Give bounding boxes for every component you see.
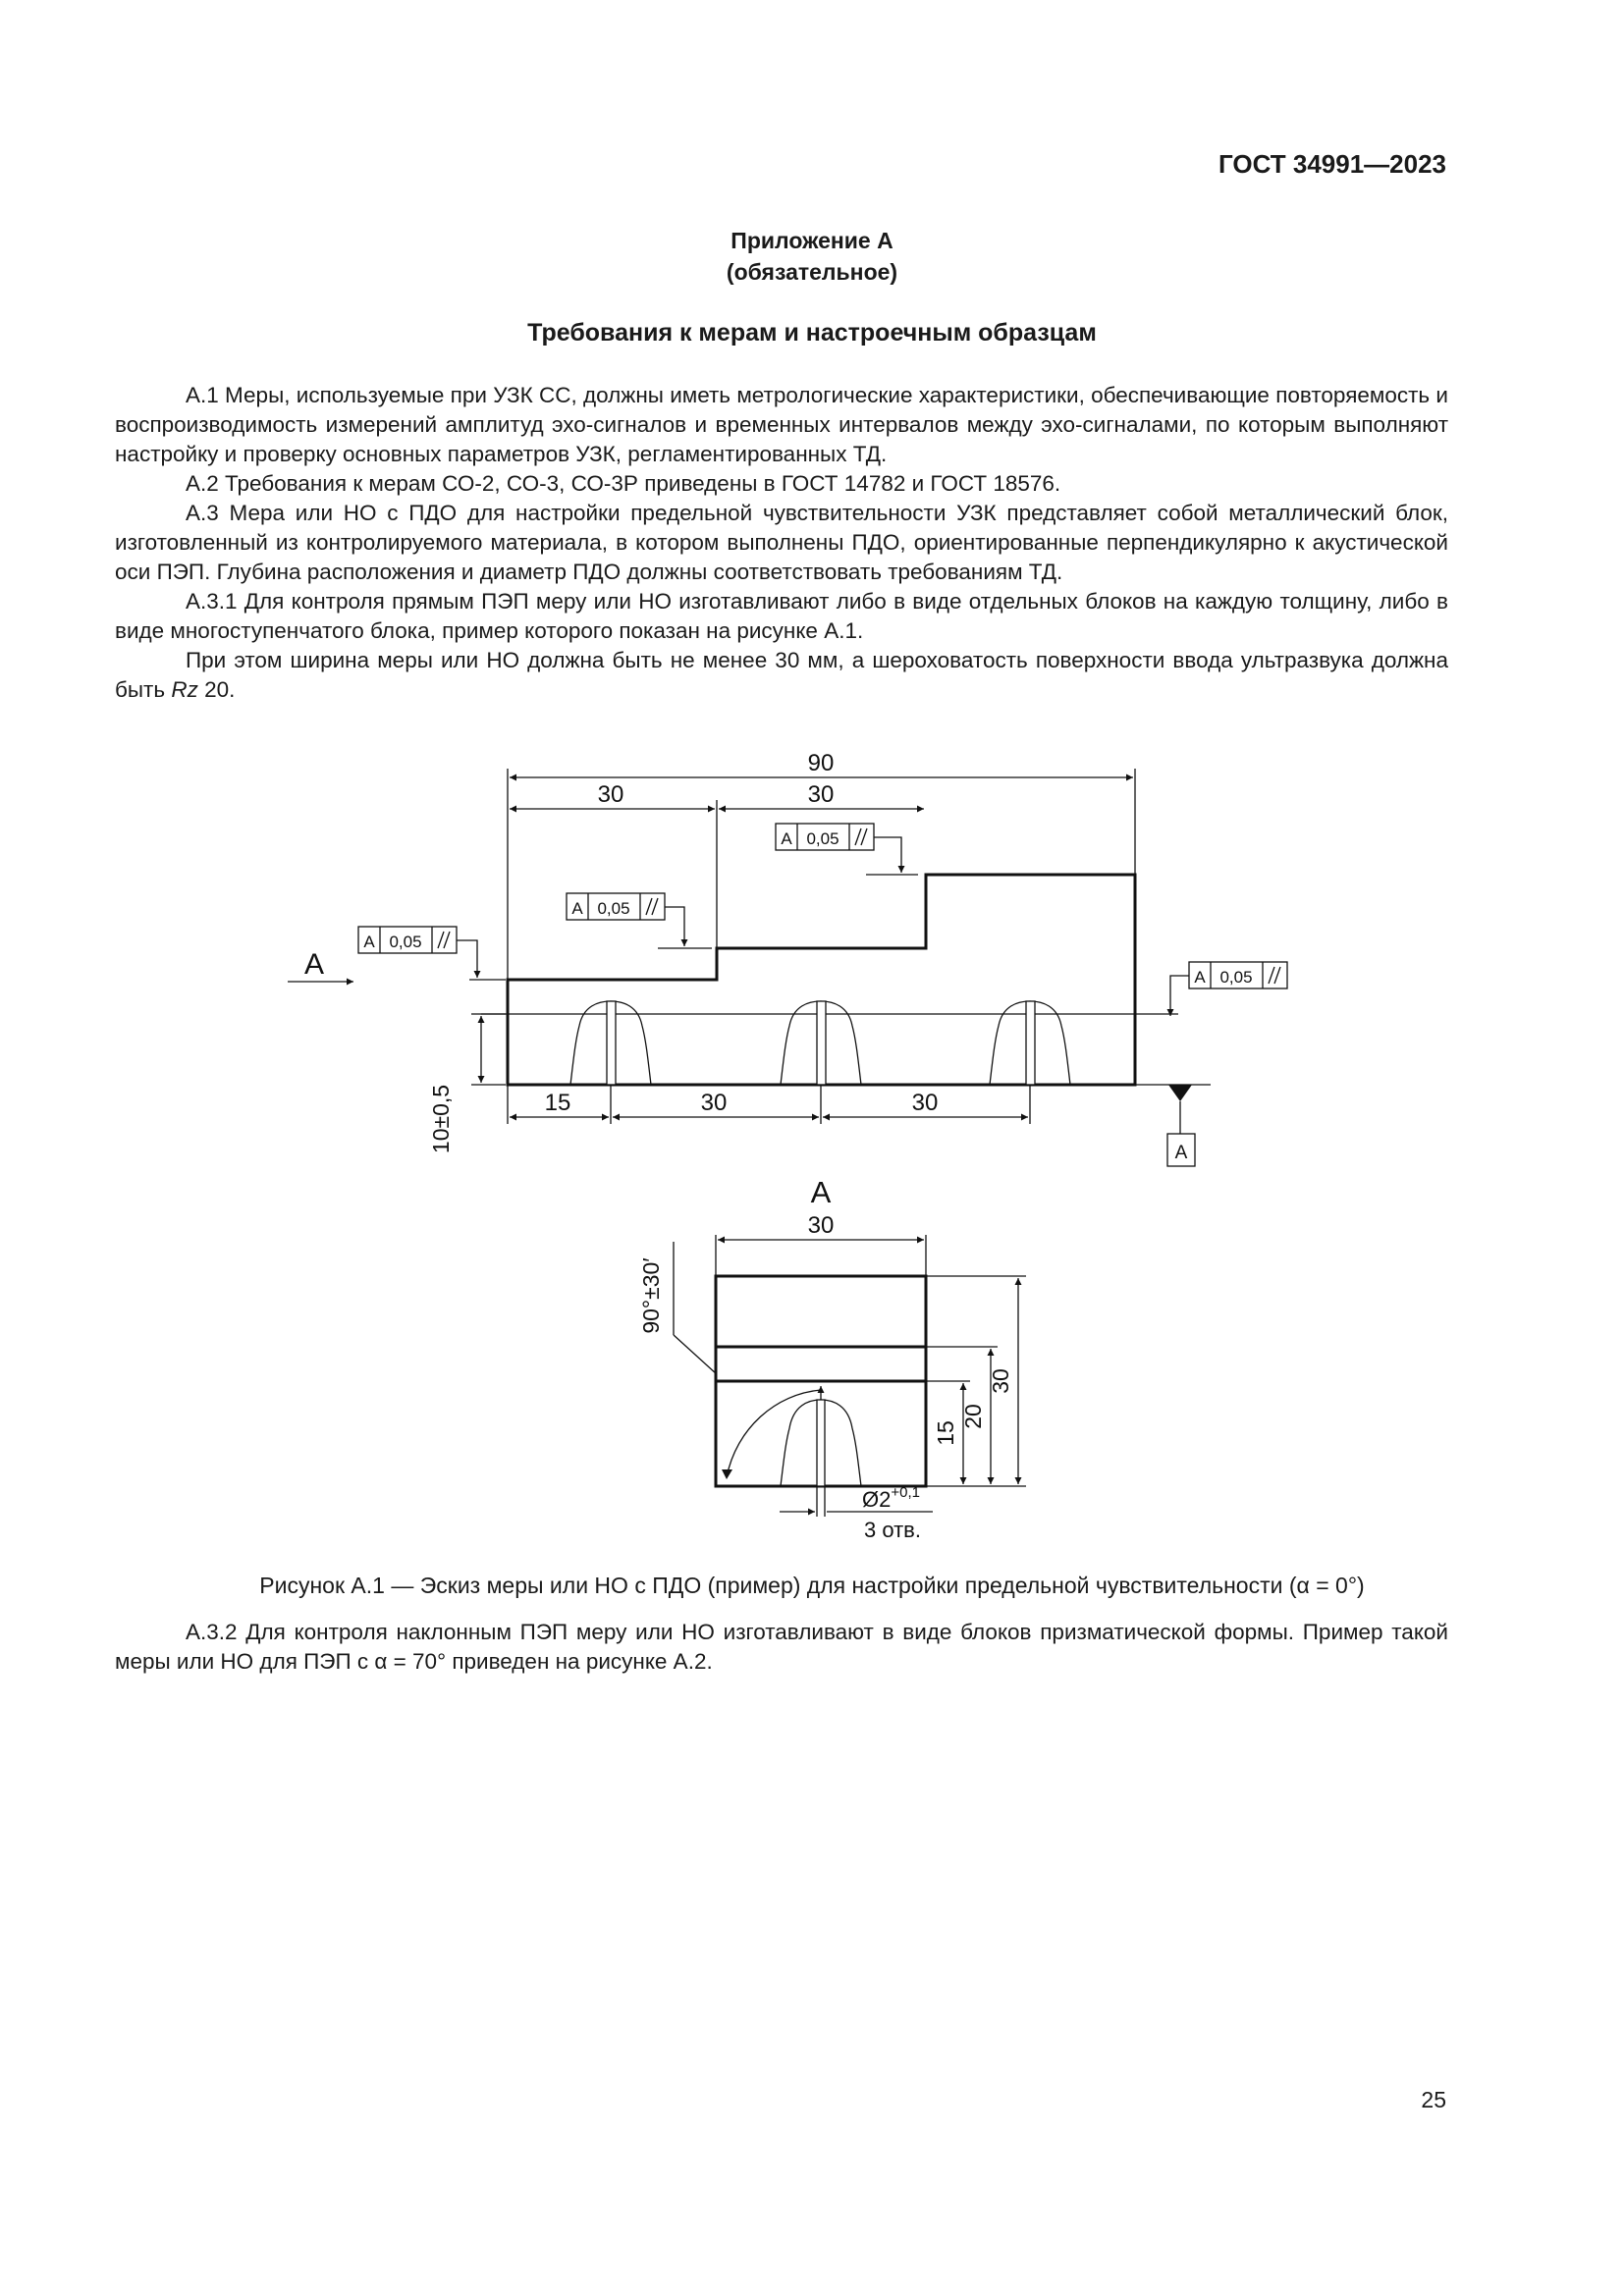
dim-hole-15: 15 [544, 1090, 571, 1116]
dim-step1: 30 [597, 781, 624, 808]
hole-count: 3 отв. [864, 1518, 921, 1542]
paragraph-a31: А.3.1 Для контроля прямым ПЭП меру или НО изготавливают либо в виде отдельных блоков на каждую толщину, либо в виде многоступенчатого блока, пример которого показан на рисунке А.1. [115, 589, 1448, 643]
tol-datum-4: A [1194, 968, 1206, 987]
tol-value-2: 0,05 [597, 899, 630, 918]
dim-hole-30a: 30 [700, 1090, 728, 1116]
annex-title: Приложение А [731, 228, 893, 253]
tol-datum-3: A [363, 933, 375, 951]
tol-value-1: 0,05 [806, 829, 839, 848]
dim-step2: 30 [807, 781, 835, 808]
paragraph-a2: А.2 Требования к мерам СО-2, СО-3, СО-3Р приведены в ГОСТ 14782 и ГОСТ 18576. [186, 471, 1061, 496]
paragraph-a32: А.3.2 Для контроля наклонным ПЭП меру или НО изготавливают в виде блоков призматической формы. Пример такой меры или НО для ПЭП с α = 70° приведен на рисунке А.2. [115, 1620, 1448, 1674]
document-code: ГОСТ 34991—2023 [1218, 149, 1446, 179]
paragraph-a1: А.1 Меры, используемые при УЗК СС, должны иметь метрологические характеристики, обеспечивающие повторяемость и воспроизводимость измерений амплитуд эхо-сигналов и временных интервалов между эхо-сигналами, по которым выполняют настройку и проверку основных параметров УЗК, регламентированных ТД. [115, 383, 1448, 466]
dim-total: 90 [807, 750, 835, 776]
tolerance-frame-left [358, 927, 506, 980]
page-number: 25 [1421, 2087, 1446, 2112]
roughness-symbol: Rz [171, 677, 198, 702]
roughness-text-before: При этом ширина меры или НО должна быть не менее 30 мм, а шероховатость поверхности ввода ультразвука должна быть [115, 648, 1448, 702]
dim-hole-30b: 30 [911, 1090, 939, 1116]
dim-depth: 10±0,5 [428, 1084, 454, 1154]
tolerance-frame-right [1170, 962, 1287, 1016]
hole-diameter-base: Ø2 [862, 1487, 892, 1512]
dim-section-20: 20 [960, 1404, 986, 1429]
datum-label: A [1174, 1143, 1188, 1163]
tol-datum-1: A [781, 829, 792, 848]
dim-section-15: 15 [933, 1420, 958, 1446]
tolerance-frame-top [776, 824, 918, 875]
body-text-bottom [115, 1618, 1448, 1677]
view-label-main: A [303, 948, 325, 981]
hole-diameter [862, 1484, 920, 1512]
tol-value-4: 0,05 [1219, 968, 1253, 987]
section-view [638, 1175, 1026, 1542]
dim-section-width: 30 [807, 1212, 835, 1239]
figure-caption: Рисунок А.1 — Эскиз меры или НО с ПДО (пример) для настройки предельной чувствительности (α = 0°) [259, 1573, 1365, 1598]
hole-diameter-tol: +0,1 [891, 1484, 920, 1501]
datum-triangle [1168, 1085, 1192, 1101]
view-label-section: A [810, 1175, 832, 1209]
section-title: Требования к мерам и настроечным образцам [527, 319, 1097, 347]
dim-section-30: 30 [988, 1368, 1013, 1394]
annex-status: (обязательное) [726, 259, 898, 285]
roughness-text-after: 20. [197, 677, 236, 702]
paragraph-a3: А.3 Мера или НО с ПДО для настройки предельной чувствительности УЗК представляет собой металлический блок, изготовленный из контролируемого материала, в котором выполнены ПДО, ориентированные перпендикулярно к акустической оси ПЭП. Глубина расположения и диаметр ПДО должны соответствовать требованиям ТД. [115, 501, 1448, 584]
tol-datum-2: A [571, 899, 583, 918]
main-view [288, 750, 1287, 1166]
tolerance-frame-middle [567, 893, 712, 948]
dim-section-angle: 90°±30′ [638, 1257, 664, 1334]
tol-value-3: 0,05 [389, 933, 422, 951]
section-hole [781, 1386, 861, 1486]
